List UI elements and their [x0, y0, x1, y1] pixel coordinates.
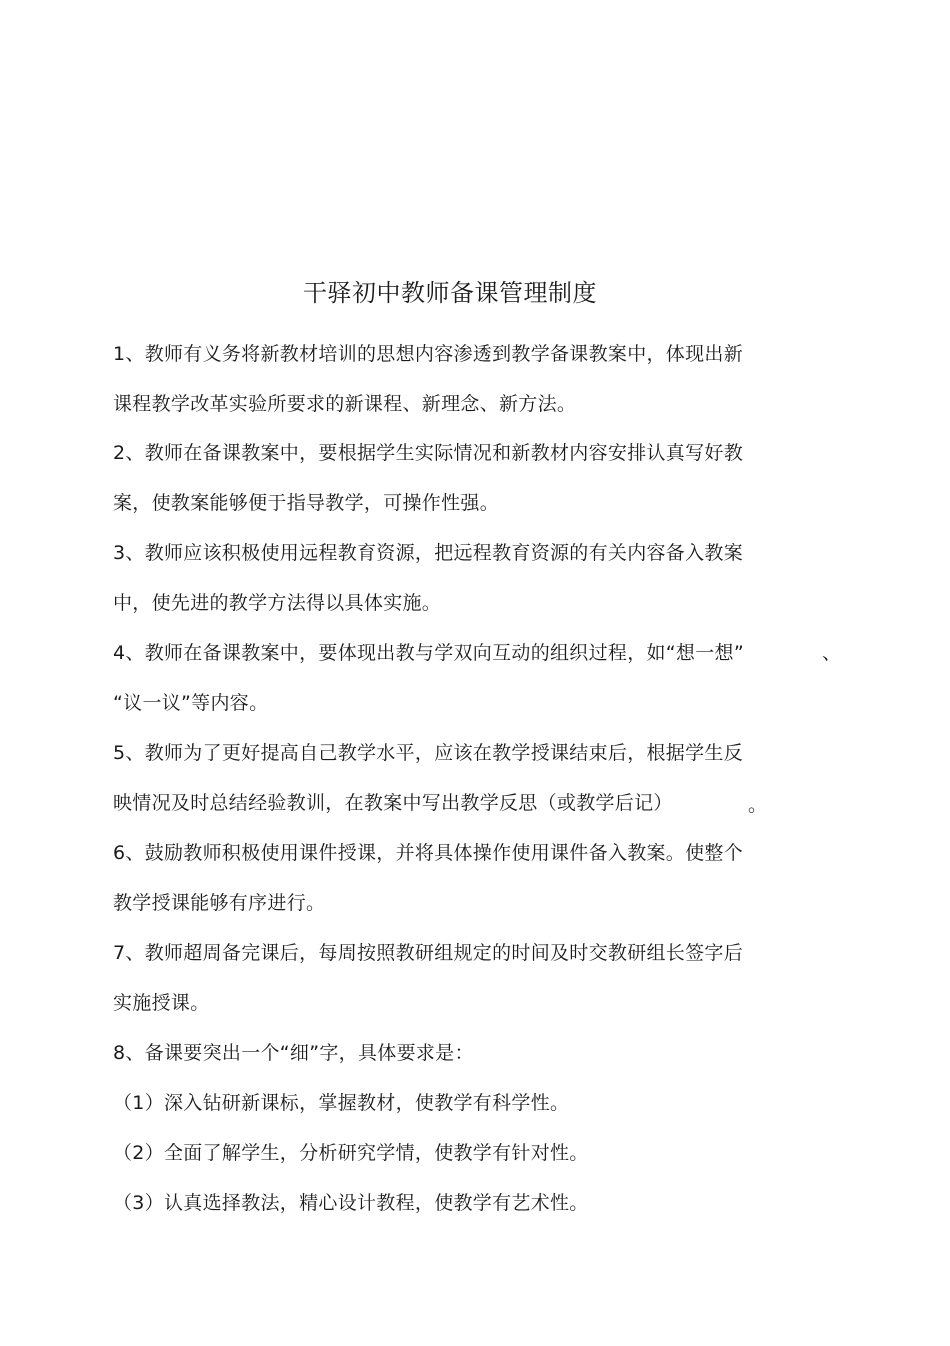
paragraph-line: 8、备课要突出一个“细”字，具体要求是：: [113, 1042, 474, 1064]
paragraph-line: 5、教师为了更好提高自己教学水平，应该在教学授课结束后，根据学生反: [113, 742, 743, 764]
paragraph-line: 课程教学改革实验所要求的新课程、新理念、新方法。: [113, 393, 577, 415]
trailing-punctuation: 。: [748, 794, 768, 816]
list-item: （1）深入钻研新课标，掌握教材，使教学有科学性。: [113, 1092, 570, 1114]
document-title: 干驿初中教师备课管理制度: [303, 279, 597, 307]
paragraph-line: 7、教师超周备完课后，每周按照教研组规定的时间及时交教研组长签字后: [113, 942, 743, 964]
paragraph-line: 中，使先进的教学方法得以具体实施。: [113, 592, 442, 614]
paragraph-line: 实施授课。: [113, 992, 210, 1014]
paragraph-line: 1、教师有义务将新教材培训的思想内容渗透到教学备课教案中，体现出新: [113, 343, 743, 365]
paragraph-line: 3、教师应该积极使用远程教育资源，把远程教育资源的有关内容备入教案: [113, 542, 743, 564]
list-item: （2）全面了解学生，分析研究学情，使教学有针对性。: [113, 1142, 589, 1164]
paragraph-line: 2、教师在备课教案中，要根据学生实际情况和新教材内容安排认真写好教: [113, 442, 743, 464]
paragraph-line: “议一议”等内容。: [113, 692, 269, 714]
paragraph-line: 4、教师在备课教案中，要体现出教与学双向互动的组织过程，如“想一想”: [113, 642, 744, 664]
paragraph-line: 6、鼓励教师积极使用课件授课，并将具体操作使用课件备入教案。使整个: [113, 842, 743, 864]
list-item: （3）认真选择教法，精心设计教程，使教学有艺术性。: [113, 1192, 589, 1214]
paragraph-line: 教学授课能够有序进行。: [113, 892, 326, 914]
paragraph-line: 案，使教案能够便于指导教学，可操作性强。: [113, 492, 500, 514]
paragraph-line: 映情况及时总结经验教训，在教案中写出教学反思（或教学后记）: [113, 792, 673, 814]
trailing-punctuation: 、: [822, 642, 842, 664]
